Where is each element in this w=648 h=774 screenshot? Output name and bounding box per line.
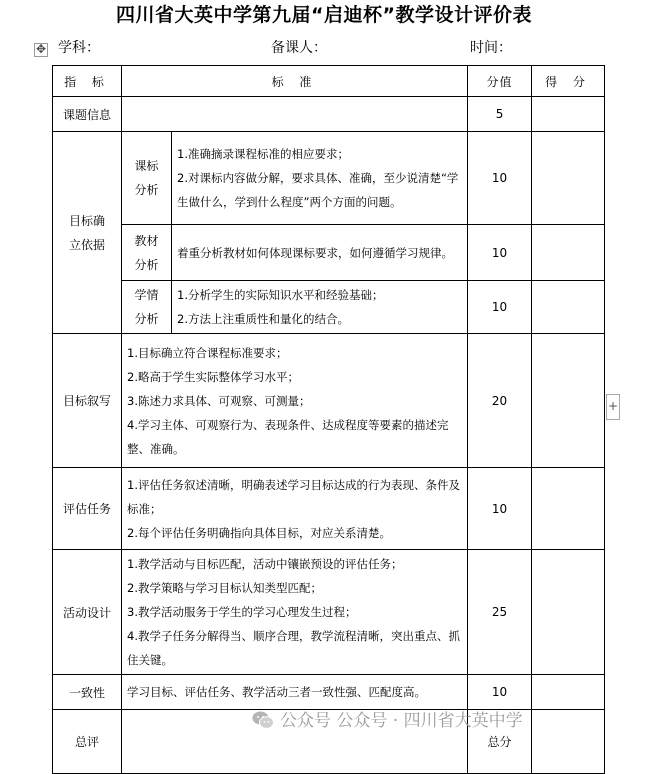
sub-indicator-label: 学情分析 — [134, 288, 159, 326]
score-cell: 10 — [468, 468, 532, 550]
header-indicator: 指 标 — [53, 66, 122, 97]
sub-indicator-label: 教材分析 — [134, 233, 159, 272]
indicator-cell: 活动设计 — [53, 550, 122, 675]
criteria-line: 3.教学活动服务于学生的学习心理发生过程； — [127, 605, 357, 619]
criteria-line: 1.准确摘录课程标准的相应要求； — [177, 147, 349, 161]
score-cell: 20 — [468, 334, 532, 468]
total-label: 总分 — [468, 710, 532, 774]
score-cell: 10 — [468, 281, 532, 334]
earned-score-cell[interactable] — [532, 281, 605, 334]
evaluation-table — [52, 65, 605, 774]
sub-indicator-label: 课标分析 — [134, 159, 159, 197]
plus-icon[interactable]: + — [606, 394, 620, 420]
time-label: 时间： — [470, 40, 512, 56]
criteria-cell — [122, 334, 468, 468]
indicator-cell: 评估任务 — [53, 468, 122, 550]
sub-indicator-cell — [122, 132, 172, 225]
watermark — [252, 708, 523, 734]
header-earned: 得 分 — [532, 66, 605, 97]
sub-indicator-cell — [122, 281, 172, 334]
earned-score-cell[interactable] — [532, 550, 605, 675]
criteria-cell — [122, 675, 468, 710]
subject-label: 学科： — [58, 40, 100, 56]
score-cell: 10 — [468, 132, 532, 225]
criteria-line: 2.教学策略与学习目标认知类型匹配； — [127, 581, 322, 595]
header-score: 分值 — [468, 66, 532, 97]
sub-indicator-cell — [122, 225, 172, 281]
table-row — [53, 281, 605, 334]
criteria-line: 1.目标确立符合课程标准要求； — [127, 345, 288, 360]
criteria-line: 2.方法上注重质性和量化的结合。 — [177, 312, 349, 326]
table-row — [53, 334, 605, 468]
indicator-cell: 课题信息 — [53, 97, 122, 132]
header-criteria: 标 准 — [122, 66, 468, 97]
score-cell: 10 — [468, 675, 532, 710]
teacher-label: 备课人： — [271, 40, 327, 56]
move-icon[interactable]: ✥ — [35, 42, 47, 56]
header-row — [53, 66, 605, 97]
criteria-line: 1.评估任务叙述清晰，明确表述学习目标达成的行为表现、条件及标准； — [127, 477, 460, 516]
criteria-cell — [172, 132, 468, 225]
table-row — [53, 468, 605, 550]
earned-score-cell[interactable] — [532, 675, 605, 710]
criteria-line: 着重分析教材如何体现课标要求，如何遵循学习规律。 — [177, 245, 453, 260]
earned-score-cell[interactable] — [532, 334, 605, 468]
table-row — [53, 97, 605, 132]
criteria-line: 学习目标、评估任务、教学活动三者一致性强、匹配度高。 — [127, 685, 426, 699]
table-row — [53, 675, 605, 710]
wechat-logo-icon — [252, 710, 274, 730]
criteria-line: 4.教学子任务分解得当、顺序合理，教学流程清晰，突出重点、抓住关键。 — [127, 629, 460, 667]
score-cell: 25 — [468, 550, 532, 675]
indicator-label: 目标确立依据 — [68, 213, 105, 252]
indicator-cell: 总评 — [53, 710, 122, 774]
score-cell: 5 — [468, 97, 532, 132]
indicator-cell: 一致性 — [53, 675, 122, 710]
criteria-line: 4.学习主体、可观察行为、表现条件、达成程度等要素的描述完整、准确。 — [127, 417, 449, 456]
table-row — [53, 132, 605, 225]
earned-score-cell[interactable] — [532, 132, 605, 225]
score-cell: 10 — [468, 225, 532, 281]
page-title: 四川省大英中学第九届“启迪杯”教学设计评价表 — [116, 4, 532, 26]
criteria-line: 2.对课标内容做分解，要求具体、准确，至少说清楚“学生做什么，学到什么程度”两个方面的问题。 — [177, 171, 459, 209]
table-row — [53, 225, 605, 281]
watermark-text: 公众号 公众号 · 四川省大英中学 — [280, 711, 523, 731]
earned-score-cell[interactable] — [532, 468, 605, 550]
earned-score-cell[interactable] — [532, 97, 605, 132]
total-score-cell[interactable] — [532, 710, 605, 774]
indicator-cell — [53, 132, 122, 334]
criteria-line: 1.教学活动与目标匹配，活动中镶嵌预设的评估任务； — [127, 557, 403, 571]
criteria-line: 2.每个评估任务明确指向具体目标，对应关系清楚。 — [127, 525, 391, 540]
criteria-cell — [122, 468, 468, 550]
criteria-line: 1.分析学生的实际知识水平和经验基础； — [177, 288, 384, 302]
criteria-cell — [172, 225, 468, 281]
criteria-cell[interactable] — [122, 97, 468, 132]
criteria-cell — [172, 281, 468, 334]
criteria-cell — [122, 550, 468, 675]
indicator-cell: 目标叙写 — [53, 334, 122, 468]
table-row — [53, 550, 605, 675]
criteria-line: 3.陈述力求具体、可观察、可测量； — [127, 393, 311, 408]
earned-score-cell[interactable] — [532, 225, 605, 281]
criteria-line: 2.略高于学生实际整体学习水平； — [127, 369, 299, 384]
